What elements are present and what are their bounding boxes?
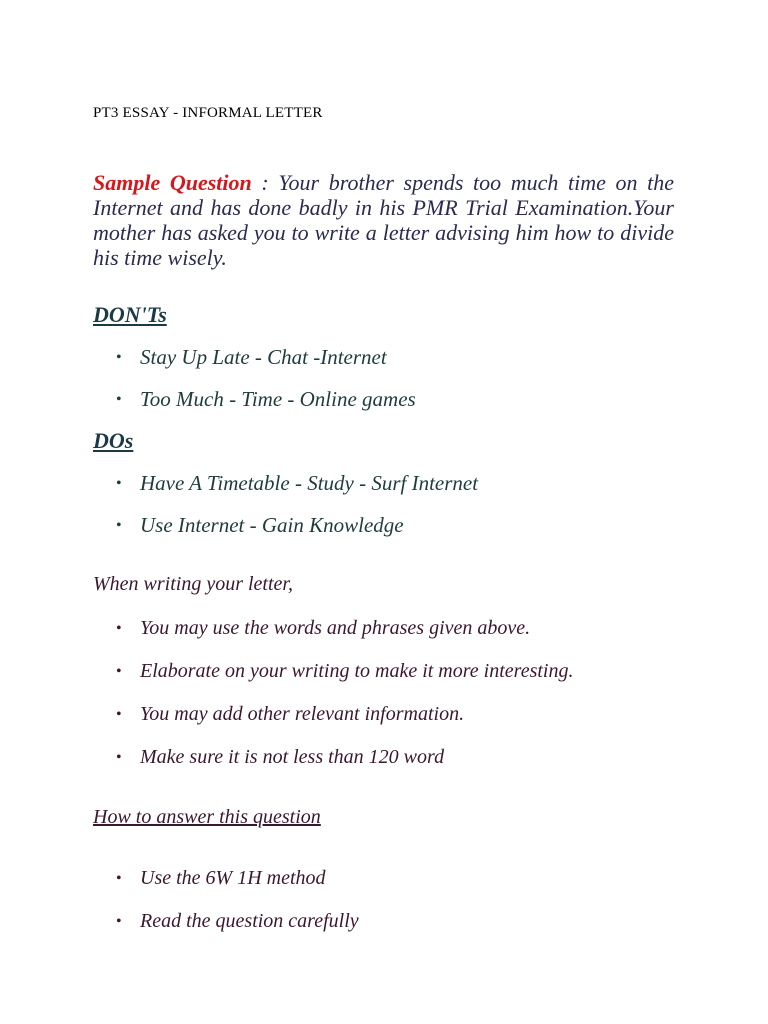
list-item (93, 513, 478, 555)
bullet-icon: • (116, 870, 122, 887)
writing-list (93, 617, 573, 789)
dos-title: DOs (93, 428, 134, 453)
writing-intro: When writing your letter, (93, 573, 293, 595)
bullet-icon: • (116, 663, 122, 680)
list-item-text: You may add other relevant information. (140, 703, 465, 725)
sample-question (93, 170, 674, 270)
document-heading: PT3 ESSAY - INFORMAL LETTER (93, 105, 323, 121)
list-item-text: Make sure it is not less than 120 word (140, 746, 445, 768)
list-item (93, 703, 573, 746)
list-item-text: Elaborate on your writing to make it more interesting. (140, 660, 574, 682)
list-item (93, 746, 573, 789)
how-to-answer-title: How to answer this question (93, 806, 321, 828)
dos-list (93, 471, 478, 555)
list-item (93, 387, 416, 429)
sample-question-label: Sample Question (93, 170, 252, 195)
list-item-text: Read the question carefully (140, 910, 359, 932)
list-item (93, 910, 359, 953)
bullet-icon: • (116, 913, 122, 930)
donts-title: DON'Ts (93, 302, 167, 327)
list-item-text: Use the 6W 1H method (140, 867, 326, 889)
bullet-icon: • (116, 391, 122, 408)
list-item (93, 471, 478, 513)
bullet-icon: • (116, 706, 122, 723)
list-item-text: You may use the words and phrases given above. (140, 617, 531, 639)
list-item (93, 660, 573, 703)
sample-question-separator: : (251, 170, 279, 195)
donts-list (93, 345, 416, 429)
list-item (93, 345, 416, 387)
bullet-icon: • (116, 475, 122, 492)
how-to-answer-list (93, 867, 359, 953)
list-item (93, 617, 573, 660)
list-item-text: Have A Timetable - Study - Surf Internet (140, 471, 479, 495)
list-item-text: Stay Up Late - Chat -Internet (140, 345, 387, 369)
bullet-icon: • (116, 749, 122, 766)
sample-question-text: Your brother spends too much time on the Internet and has done badly in his PMR Trial Examination.Your mother has asked you to write a letter advising him how to divide his time wisely. (93, 170, 674, 270)
list-item-text: Too Much - Time - Online games (140, 387, 416, 411)
bullet-icon: • (116, 349, 122, 366)
list-item-text: Use Internet - Gain Knowledge (140, 513, 404, 537)
list-item (93, 867, 359, 910)
bullet-icon: • (116, 517, 122, 534)
bullet-icon: • (116, 620, 122, 637)
